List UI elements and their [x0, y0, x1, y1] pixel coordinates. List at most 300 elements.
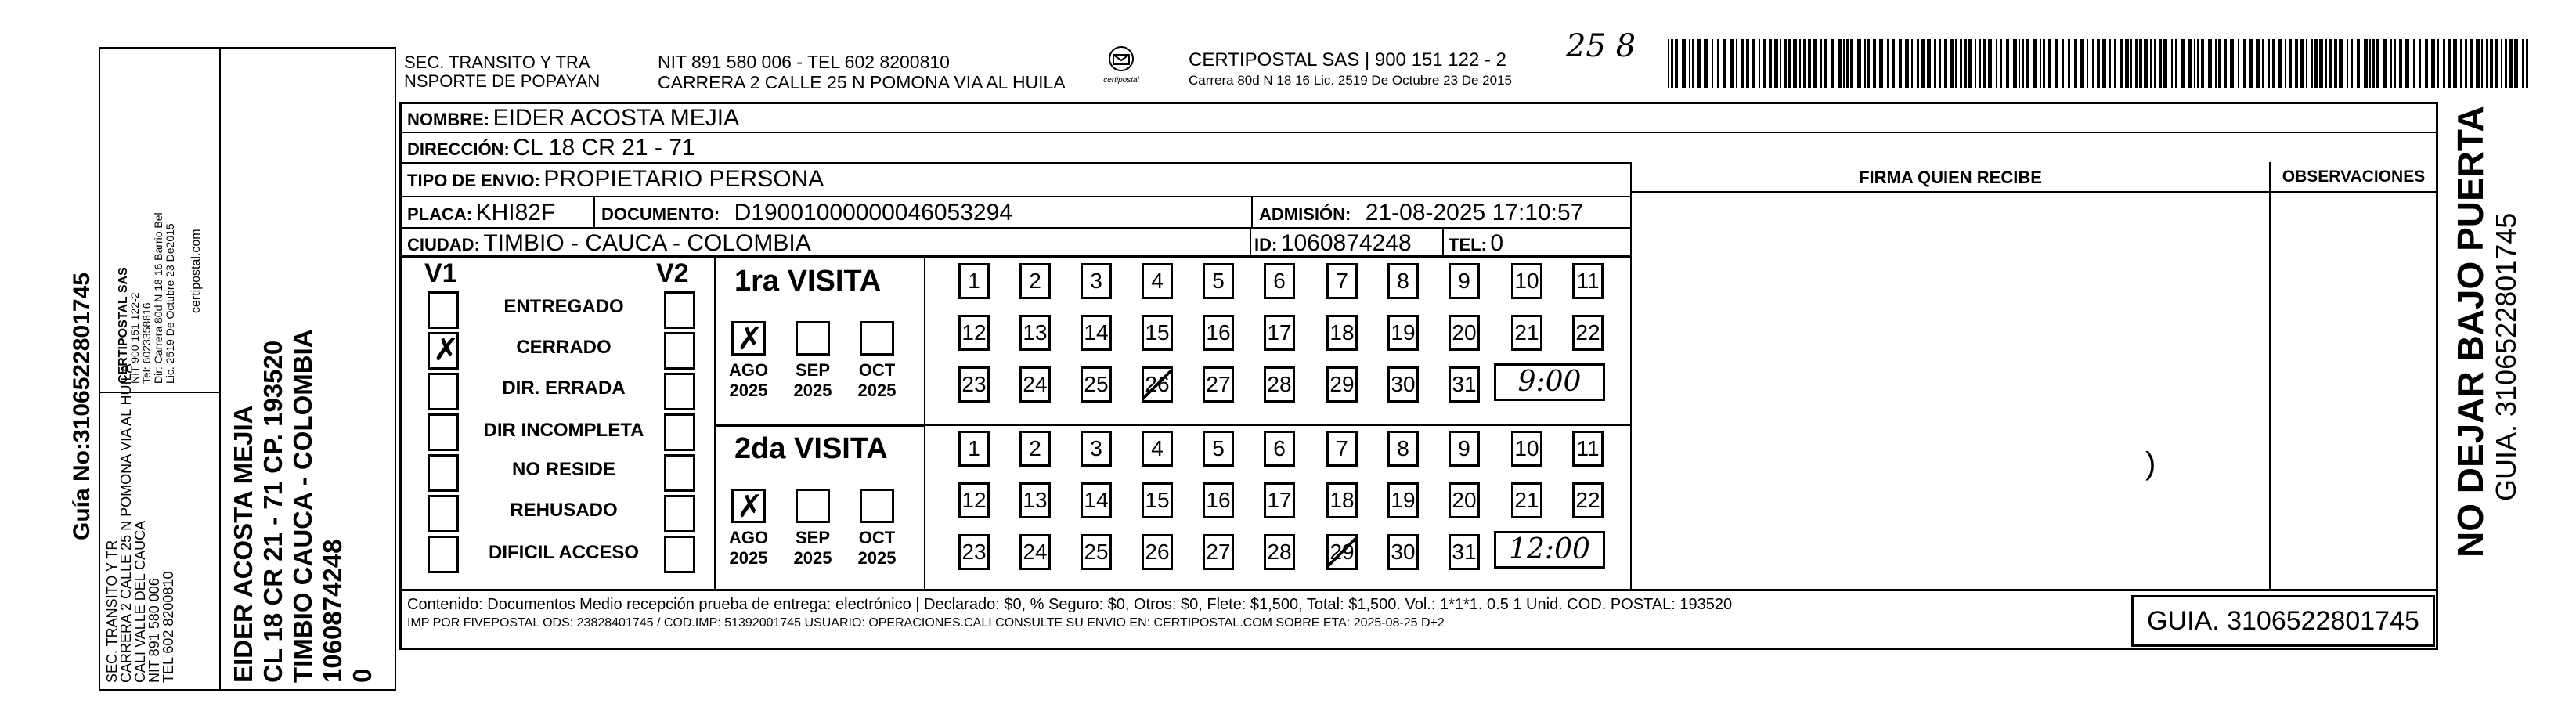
day-box[interactable]: 4: [1142, 431, 1173, 467]
stub-courier: [117, 212, 176, 384]
barcode-bar: [1692, 39, 1694, 88]
day-box[interactable]: 30: [1387, 534, 1419, 570]
barcode-bar: [1763, 39, 1766, 88]
v1-label: V1: [424, 258, 457, 288]
barcode-bar: [2062, 39, 2064, 88]
barcode-bar: [2102, 39, 2106, 88]
placa-value: KHI82F: [475, 200, 556, 226]
day-box[interactable]: 12: [958, 482, 990, 518]
stub-guia-number: Guía No:3106522801745: [69, 273, 95, 540]
cell-divider: [1250, 227, 1251, 255]
visit-divider-mid: [714, 424, 924, 427]
day-box[interactable]: 1: [958, 263, 990, 299]
barcode-bar: [1736, 39, 1737, 88]
barcode-bar: [2357, 39, 2360, 88]
barcode-bar: [2289, 39, 2292, 88]
ciudad-value: TIMBIO - CAUCA - COLOMBIA: [483, 230, 811, 256]
visit-time[interactable]: 12:00: [1494, 531, 1605, 569]
barcode-bar: [1921, 39, 1925, 88]
barcode-bar: [1873, 39, 1876, 88]
barcode-bar: [2514, 39, 2518, 88]
barcode-bar: [2201, 39, 2204, 88]
day-box[interactable]: 29: [1326, 366, 1358, 403]
placa-row: [407, 200, 555, 226]
barcode-bar: [2026, 39, 2029, 88]
visit-title: 1ra VISITA: [734, 265, 882, 298]
footer-guia: GUIA. 3106522801745: [2147, 606, 2419, 636]
barcode-bar: [2405, 39, 2409, 88]
month-label: [849, 528, 905, 569]
barcode-bar: [1831, 39, 1834, 88]
ciudad-label: CIUDAD:: [407, 235, 480, 255]
day-box[interactable]: 24: [1019, 366, 1051, 403]
month-label: [785, 360, 841, 401]
barcode-bar: [2188, 39, 2192, 88]
barcode-bar: [2256, 39, 2260, 88]
v2-label: V2: [656, 258, 689, 288]
barcode-bar: [1838, 39, 1842, 88]
month-name: OCT: [858, 360, 896, 380]
envelope-icon: [1106, 45, 1137, 72]
barcode-bar: [1774, 39, 1778, 88]
barcode-bar: [2022, 39, 2024, 88]
barcode-bar: [2443, 39, 2445, 88]
signature-stroke: ): [2145, 446, 2156, 481]
right-guia: GUIA. 3106522801745: [2490, 212, 2522, 501]
day-box[interactable]: 19: [1387, 482, 1419, 518]
day-box[interactable]: 7: [1326, 431, 1358, 467]
barcode-bar: [2068, 39, 2070, 88]
barcode-bar: [2476, 39, 2480, 88]
barcode-bar: [2171, 39, 2173, 88]
day-box[interactable]: 5: [1203, 431, 1234, 467]
stub-sender-line: CALI VALLE DEL CAUCA: [132, 520, 148, 683]
barcode-bar: [2262, 39, 2264, 88]
documento-value: D19001000000046053294: [734, 200, 1012, 226]
visit-title: 2da VISITA: [734, 432, 888, 465]
v2-checkbox[interactable]: [664, 413, 695, 451]
day-box[interactable]: 25: [1081, 366, 1112, 403]
barcode-bar: [1905, 39, 1909, 88]
barcode-bar: [2509, 39, 2513, 88]
tipo-row: [407, 166, 824, 193]
barcode-bar: [2486, 39, 2488, 88]
day-box[interactable]: 13: [1019, 482, 1051, 518]
day-box[interactable]: 22: [1572, 482, 1604, 518]
barcode-bar: [2150, 39, 2152, 88]
month-checkbox[interactable]: [860, 321, 894, 356]
barcode-bar: [2311, 39, 2313, 88]
header-sender-address: CARRERA 2 CALLE 25 N POMONA VIA AL HUILA: [658, 72, 1066, 92]
firma-divider: [1630, 162, 1632, 590]
stub-sender-line: CARRERA 2 CALLE 25 N POMONA VIA AL HUILA: [118, 363, 134, 683]
day-box[interactable]: 7: [1326, 263, 1358, 299]
barcode-bar: [1780, 39, 1781, 88]
day-box[interactable]: 15: [1142, 315, 1173, 351]
barcode-bar: [1671, 39, 1673, 88]
day-box[interactable]: 19: [1387, 315, 1419, 351]
month-year: 2025: [793, 548, 832, 568]
barcode-bar: [2314, 39, 2318, 88]
day-box[interactable]: 6: [1264, 431, 1295, 467]
barcode-bar: [1759, 39, 1760, 88]
barcode-bar: [2033, 39, 2037, 88]
month-name: SEP: [795, 360, 831, 380]
barcode: [1668, 39, 2529, 88]
header-courier: [1189, 50, 1512, 91]
day-box[interactable]: 13: [1019, 315, 1051, 351]
barcode-bar: [2460, 39, 2462, 88]
barcode-bar: [2139, 39, 2142, 88]
day-box[interactable]: 21: [1511, 315, 1542, 351]
stub-sender-line: NIT 891 580 006: [146, 578, 162, 683]
barcode-bar: [1864, 39, 1866, 88]
barcode-bar: [1892, 39, 1895, 88]
barcode-bar: [2522, 39, 2524, 88]
barcode-bar: [2300, 39, 2304, 88]
barcode-bar: [2448, 39, 2451, 88]
barcode-bar: [1917, 39, 1919, 88]
barcode-bar: [1808, 39, 1811, 88]
barcode-bar: [1988, 39, 1992, 88]
barcode-bar: [1717, 39, 1719, 88]
stub-recipient-id: 1060874248: [318, 539, 347, 683]
barcode-bar: [2181, 39, 2185, 88]
tel-label: TEL:: [1449, 235, 1487, 255]
barcode-bar: [2159, 39, 2162, 88]
barcode-bar: [2413, 39, 2415, 88]
barcode-bar: [2135, 39, 2138, 88]
day-box[interactable]: 23: [958, 534, 990, 570]
day-box[interactable]: 4: [1142, 263, 1173, 299]
check-mark-icon: ✗: [737, 489, 763, 525]
day-box[interactable]: 28: [1264, 534, 1295, 570]
tipo-value: PROPIETARIO PERSONA: [543, 166, 824, 192]
stub-courier-name: CERTIPOSTAL SAS: [117, 267, 130, 384]
barcode-bar: [1788, 39, 1791, 88]
day-box[interactable]: 26: [1142, 534, 1173, 570]
barcode-bar: [2000, 39, 2002, 88]
barcode-bar: [2278, 39, 2282, 88]
day-box[interactable]: 27: [1203, 534, 1234, 570]
day-box[interactable]: 18: [1326, 315, 1358, 351]
barcode-bar: [2505, 39, 2507, 88]
row-line: [401, 132, 2437, 133]
barcode-bar: [1697, 39, 1701, 88]
day-box[interactable]: 2: [1019, 431, 1051, 467]
barcode-bar: [1944, 39, 1947, 88]
stub-recipient-city: TIMBIO CAUCA - COLOMBIA: [288, 329, 317, 683]
barcode-bar: [1960, 39, 1962, 88]
col-header-line: [1632, 191, 2437, 193]
month-year: 2025: [729, 381, 768, 400]
barcode-bar: [2249, 39, 2253, 88]
status-option-label: DIR INCOMPLETA: [483, 420, 644, 441]
day-box[interactable]: 3: [1081, 431, 1112, 467]
day-box[interactable]: 31: [1449, 366, 1480, 403]
day-box[interactable]: 14: [1081, 482, 1112, 518]
month-year: 2025: [857, 548, 897, 568]
barcode-bar: [1675, 39, 1678, 88]
v2-checkbox[interactable]: [664, 291, 695, 329]
barcode-bar: [1968, 39, 1972, 88]
id-value: 1060874248: [1280, 230, 1412, 256]
barcode-bar: [2453, 39, 2457, 88]
visit-divider-left: [714, 258, 716, 590]
day-box[interactable]: 3: [1081, 263, 1112, 299]
barcode-bar: [1689, 39, 1690, 88]
barcode-bar: [1704, 39, 1708, 88]
barcode-bar: [1939, 39, 1941, 88]
barcode-bar: [1752, 39, 1755, 88]
footer-contenido: Contenido: Documentos Medio recepción prueba de entrega: electrónico | Declarado: $0, % Seguro: $0, Otros: $0, Flete: $1,500, Total: $1,500. Vol.: 1*1*1. 0.5 1 Unid. COD. POSTAL: 193520: [407, 596, 1733, 613]
month-label: [849, 360, 905, 401]
visit-divider-mid-r: [924, 424, 1630, 426]
barcode-bar: [2080, 39, 2084, 88]
barcode-bar: [2285, 39, 2286, 88]
footer-imp: IMP POR FIVEPOSTAL ODS: 23828401745 / COD.IMP: 51392001745 USUARIO: OPERACIONES.CALI CONSULTE SU ENVIO EN: CERTIPOSTAL.COM SOBRE ETA: 2025-08-25 D+2: [407, 616, 1445, 630]
month-checkbox[interactable]: [860, 489, 894, 523]
day-box[interactable]: 24: [1019, 534, 1051, 570]
barcode-bar: [2163, 39, 2167, 88]
placa-label: PLACA:: [407, 204, 473, 224]
day-box[interactable]: 10: [1511, 263, 1542, 299]
barcode-bar: [2006, 39, 2009, 88]
day-box[interactable]: 9: [1449, 431, 1480, 467]
barcode-bar: [1850, 39, 1853, 88]
direccion-label: DIRECCIÓN:: [407, 139, 510, 159]
barcode-bar: [2383, 39, 2387, 88]
signature-area[interactable]: [1644, 196, 2268, 587]
admision-row: [1259, 200, 1583, 226]
barcode-bar: [2238, 39, 2239, 88]
day-box[interactable]: 20: [1449, 482, 1480, 518]
day-box[interactable]: 21: [1511, 482, 1542, 518]
day-box[interactable]: 23: [958, 366, 990, 403]
barcode-bar: [2364, 39, 2368, 88]
barcode-bar: [2074, 39, 2077, 88]
stub-courier-web: certipostal.com: [189, 229, 203, 313]
header-nit-tel: NIT 891 580 006 - TEL 602 8200810: [658, 52, 950, 72]
row-line: [401, 227, 1630, 229]
barcode-bar: [2339, 39, 2343, 88]
v2-checkbox[interactable]: [664, 454, 695, 492]
month-name: AGO: [728, 528, 769, 547]
day-box[interactable]: 16: [1203, 482, 1234, 518]
row-line: [401, 196, 1630, 197]
check-mark-icon: ✗: [737, 321, 763, 357]
day-box[interactable]: 2: [1019, 263, 1051, 299]
barcode-bar: [2197, 39, 2199, 88]
tel-row: [1449, 230, 1503, 257]
barcode-bar: [2390, 39, 2392, 88]
barcode-bar: [2125, 39, 2129, 88]
stub-courier-line: Tel: 6023358816: [140, 302, 153, 384]
barcode-bar: [1668, 39, 1669, 88]
stub-recipient: [229, 329, 377, 683]
courier-logo-text: certipostal: [1103, 76, 1139, 85]
barcode-bar: [1955, 39, 1957, 88]
status-option-label: ENTREGADO: [503, 296, 624, 317]
documento-label: DOCUMENTO:: [601, 204, 720, 224]
direccion-row: [407, 135, 695, 161]
day-box[interactable]: 8: [1387, 431, 1419, 467]
row-line: [401, 589, 2437, 591]
barcode-bar: [1934, 39, 1936, 88]
day-box[interactable]: 18: [1326, 482, 1358, 518]
day-box[interactable]: 28: [1264, 366, 1295, 403]
barcode-bar: [2465, 39, 2467, 88]
header-sender-info: [658, 52, 1066, 92]
day-box[interactable]: 20: [1449, 315, 1480, 351]
stub-sender-line: SEC. TRANSITO Y TR: [104, 540, 120, 683]
tipo-label: TIPO DE ENVIO:: [407, 171, 540, 190]
day-box[interactable]: 6: [1264, 263, 1295, 299]
month-name: OCT: [858, 528, 896, 547]
month-checkbox[interactable]: [731, 321, 766, 356]
barcode-bar: [2419, 39, 2421, 88]
barcode-bar: [1730, 39, 1734, 88]
header-courier-name: CERTIPOSTAL SAS | 900 151 122 - 2: [1189, 49, 1506, 70]
barcode-bar: [2097, 39, 2100, 88]
month-checkbox[interactable]: [731, 489, 766, 523]
day-box[interactable]: 25: [1081, 534, 1112, 570]
barcode-bar: [1996, 39, 1997, 88]
header-sender: [404, 53, 600, 91]
barcode-bar: [2490, 39, 2493, 88]
barcode-bar: [2040, 39, 2041, 88]
day-box[interactable]: 29: [1326, 534, 1358, 570]
barcode-bar: [2243, 39, 2246, 88]
day-box[interactable]: 12: [958, 315, 990, 351]
day-box[interactable]: 10: [1511, 431, 1542, 467]
barcode-bar: [1820, 39, 1822, 88]
stub-sender: [105, 364, 175, 684]
status-option-label: REHUSADO: [510, 500, 618, 521]
barcode-bar: [2114, 39, 2116, 88]
id-row: [1254, 230, 1412, 257]
barcode-bar: [1887, 39, 1889, 88]
stub-divider: [219, 47, 221, 691]
barcode-bar: [2306, 39, 2307, 88]
obs-divider: [2269, 162, 2271, 590]
day-box[interactable]: 16: [1203, 315, 1234, 351]
ciudad-row: [407, 230, 811, 257]
day-box[interactable]: 9: [1449, 263, 1480, 299]
barcode-bar: [1799, 39, 1801, 88]
tel-value: 0: [1490, 230, 1504, 256]
barcode-bar: [2347, 39, 2348, 88]
stub-recipient-name: EIDER ACOSTA MEJIA: [229, 405, 258, 683]
barcode-bar: [2224, 39, 2227, 88]
barcode-bar: [2526, 39, 2528, 88]
barcode-bar: [1899, 39, 1902, 88]
day-box[interactable]: 30: [1387, 366, 1419, 403]
stub-courier-line: Lic. 2519 De Octubre 23 De2015: [164, 223, 176, 384]
day-box[interactable]: 14: [1081, 315, 1112, 351]
barcode-bar: [1857, 39, 1861, 88]
barcode-bar: [2194, 39, 2195, 88]
barcode-bar: [1746, 39, 1749, 88]
day-box[interactable]: 17: [1264, 315, 1295, 351]
status-divider: [924, 258, 925, 590]
barcode-bar: [2130, 39, 2132, 88]
barcode-bar: [2055, 39, 2058, 88]
barcode-bar: [1723, 39, 1726, 88]
stub-recipient-address: CL 18 CR 21 - 71 CP. 193520: [258, 340, 287, 683]
courier-logo: [1090, 45, 1153, 85]
status-option-label: CERRADO: [516, 337, 612, 358]
v2-checkbox[interactable]: [664, 332, 695, 370]
barcode-bar: [1793, 39, 1797, 88]
check-mark-icon: ✗: [433, 332, 460, 368]
barcode-bar: [1803, 39, 1806, 88]
day-box[interactable]: 1: [958, 431, 990, 467]
header-courier-address: Carrera 80d N 18 16 Lic. 2519 De Octubre 23 De 2015: [1189, 73, 1512, 88]
month-checkbox[interactable]: [796, 489, 830, 523]
observaciones-header: OBSERVACIONES: [2282, 168, 2426, 186]
header-sender-line: NSPORTE DE POPAYAN: [404, 71, 601, 91]
barcode-bar: [2218, 39, 2221, 88]
barcode-bar: [2334, 39, 2337, 88]
barcode-bar: [2501, 39, 2502, 88]
barcode-bar: [2175, 39, 2177, 88]
v2-checkbox[interactable]: [664, 495, 695, 532]
day-box[interactable]: 17: [1264, 482, 1295, 518]
handwritten-note: 25 8: [1566, 28, 1636, 64]
day-box[interactable]: 26: [1142, 366, 1173, 403]
barcode-bar: [1979, 39, 1981, 88]
day-box[interactable]: 27: [1203, 366, 1234, 403]
stub-courier-line: Dir: Carrera 80d N 18 16 Barrio Bel: [152, 212, 164, 384]
barcode-bar: [2431, 39, 2435, 88]
day-box[interactable]: 11: [1572, 263, 1604, 299]
id-label: ID:: [1254, 235, 1278, 255]
barcode-bar: [2325, 39, 2327, 88]
day-box[interactable]: 11: [1572, 431, 1604, 467]
day-box[interactable]: 31: [1449, 534, 1480, 570]
barcode-bar: [2092, 39, 2094, 88]
v2-checkbox[interactable]: [664, 373, 695, 410]
barcode-bar: [2394, 39, 2396, 88]
month-checkbox[interactable]: [796, 321, 830, 356]
barcode-bar: [1975, 39, 1976, 88]
row-line: [401, 162, 1630, 164]
barcode-bar: [2048, 39, 2051, 88]
month-label: [785, 528, 841, 569]
status-option-label: DIFICIL ACCESO: [488, 542, 639, 563]
footer-text: [407, 595, 2122, 633]
barcode-bar: [2425, 39, 2428, 88]
barcode-bar: [1950, 39, 1954, 88]
stub-sender-line: TEL 602 8200810: [161, 571, 176, 683]
barcode-bar: [2019, 39, 2020, 88]
stub-recipient-zero: 0: [348, 668, 377, 683]
observations-area[interactable]: [2272, 196, 2435, 587]
barcode-bar: [2272, 39, 2275, 88]
barcode-bar: [2154, 39, 2156, 88]
day-box[interactable]: 22: [1572, 315, 1604, 351]
day-box[interactable]: 5: [1203, 263, 1234, 299]
visit-time[interactable]: 9:00: [1494, 363, 1605, 401]
month-label: [720, 360, 777, 401]
barcode-bar: [2295, 39, 2298, 88]
header-sender-line: SEC. TRANSITO Y TRA: [404, 52, 590, 72]
barcode-bar: [1813, 39, 1817, 88]
day-box[interactable]: 15: [1142, 482, 1173, 518]
v2-checkbox[interactable]: [664, 536, 695, 573]
day-box[interactable]: 8: [1387, 263, 1419, 299]
